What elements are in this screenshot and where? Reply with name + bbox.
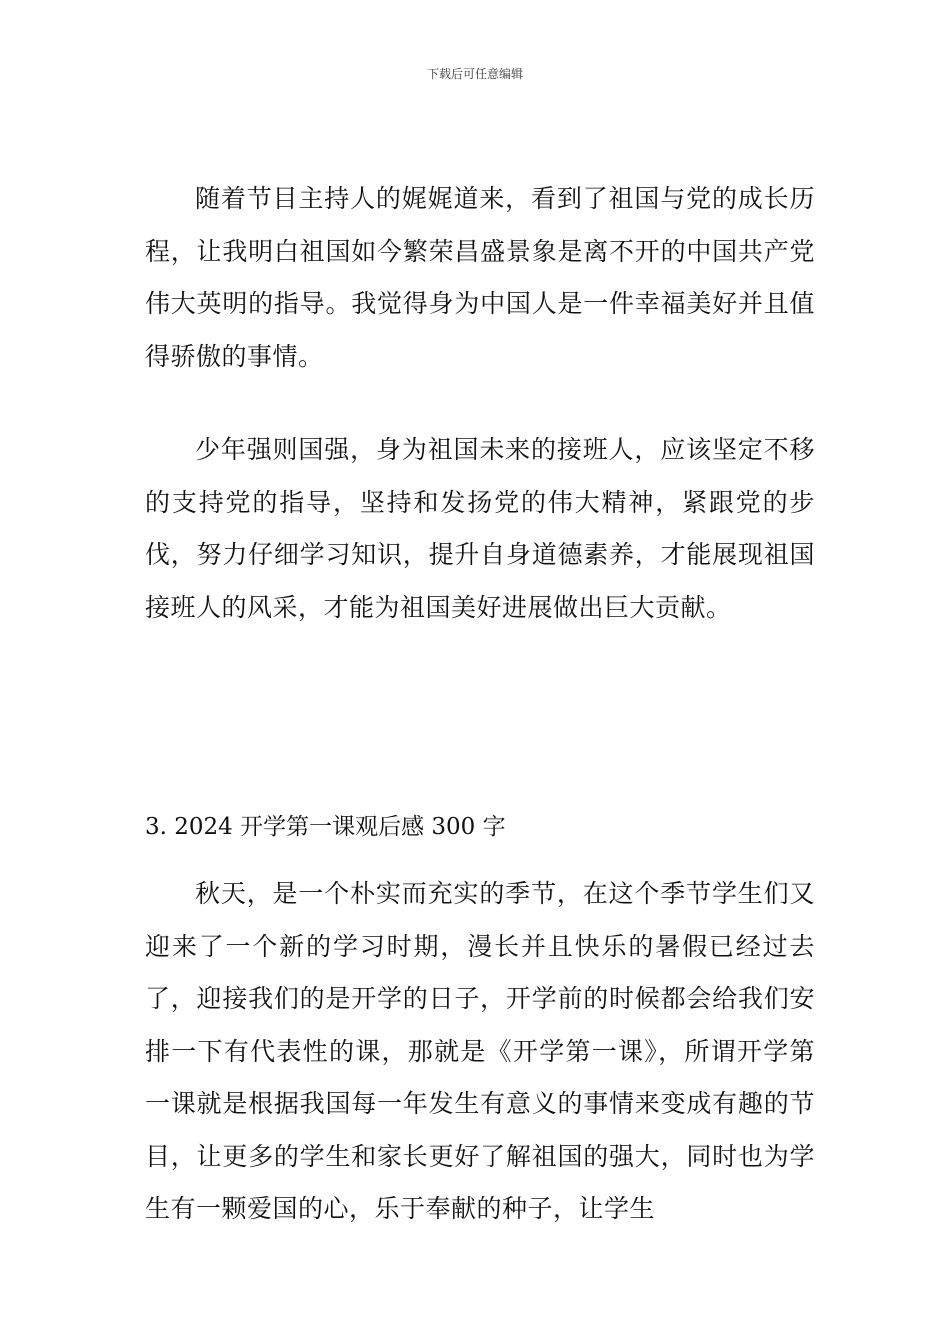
paragraph-2: 少年强则国强，身为祖国未来的接班人，应该坚定不移的支持党的指导，坚持和发扬党的伟大精神，紧跟党的步伐，努力仔细学习知识，提升自身道德素养，才能展现祖国接班人的风采，才能为祖国美好进展做出巨大贡献。	[145, 435, 815, 622]
paragraph-1: 随着节目主持人的娓娓道来，看到了祖国与党的成长历程，让我明白祖国如今繁荣昌盛景象是离不开的中国共产党伟大英明的指导。我觉得身为中国人是一件幸福美好并且值得骄傲的事情。	[145, 184, 815, 371]
paragraph-3: 秋天，是一个朴实而充实的季节，在这个季节学生们又迎来了一个新的学习时期，漫长并且快乐的暑假已经过去了，迎接我们的是开学的日子，开学前的时候都会给我们安排一下有代表性的课，那就是《开学第一课》，所谓开学第一课就是根据我国每一年发生有意义的事情来变成有趣的节目，让更多的学生和家长更好了解祖国的强大，同时也为学生有一颗爱国的心，乐于奉献的种子，让学生	[145, 879, 815, 1223]
section-heading: 3. 2024 开学第一课观后感 300 字	[145, 814, 506, 840]
page-header: 下载后可任意编辑	[426, 67, 523, 81]
